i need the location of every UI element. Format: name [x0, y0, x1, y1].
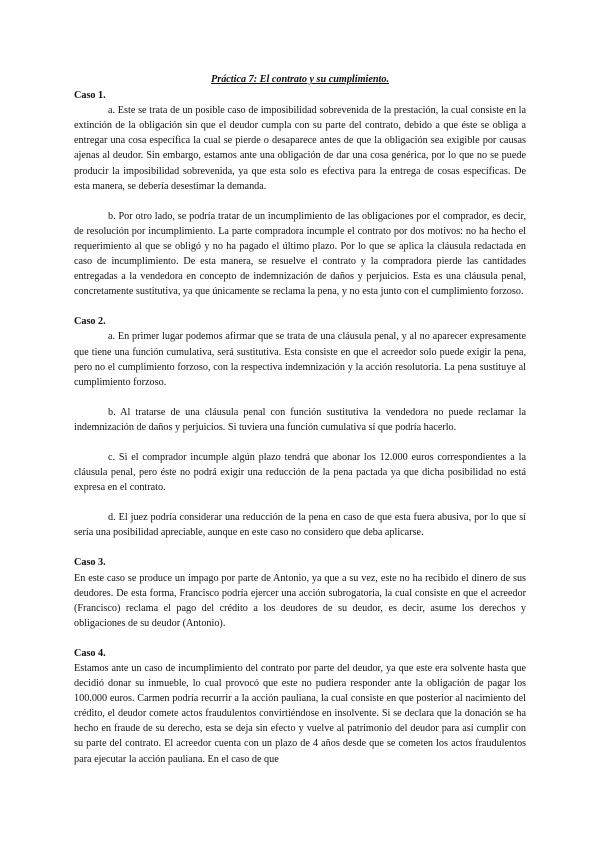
case-1-paragraph-a: a. Este se trata de un posible caso de imposibilidad sobrevenida de la prestación, la cual consiste en la extinción de la obligación sin que el deudor cumpla con su parte del contrato, debido a que éste se obliga a entregar una cosa específica la cual se pierde o desaparece antes de que la obligación sea exigible por causas ajenas al deudor. Sin embargo, estamos ante una obligación de dar una cosa genérica, por lo que no se puede producir la imposibilidad sobrevenida, ya que esta solo es efectiva para la entrega de cosas específicas. De esta manera, se debería desestimar la demanda. — [74, 105, 526, 192]
case-2-paragraph-a: a. En primer lugar podemos afirmar que se trata de una cláusula penal, y al no aparecer expresamente que tiene una función cumulativa, será sustitutiva. Esta consiste en que el acreedor solo puede exigir la pena, pero no el cumplimiento forzoso, con la respectiva indemnización y la acción resolutoria. La pena sustituye al cumplimiento forzoso. — [74, 331, 526, 388]
case-2-paragraph-c: c. Si el comprador incumple algún plazo tendrá que abonar los 12.000 euros correspondientes a la cláusula penal, pero éste no podrá exigir una reducción de la pena pactada ya que dicha posibilidad no está expresa en el contrato. — [74, 451, 526, 494]
paragraph-gap — [74, 194, 526, 209]
case-1-paragraph-b: b. Por otro lado, se podría tratar de un incumplimiento de las obligaciones por el comprador, es decir, de resolución por incumplimiento. La parte compradora incumple el contrato por dos motivos: no ha hecho el requerimiento al que se obligó y no ha pagado el último plazo. Por lo que se aplica la cláusula redactada en caso de incumplimiento. De esta manera, se resuelve el contrato y la compradora pierde las cantidades entregadas a la vendedora en concepto de indemnización de daños y perjuicios. Esta es una cláusula penal, concretamente sustitutiva, ya que únicamente se reclama la pena, y no esta junto con el cumplimiento forzoso. — [74, 210, 526, 298]
paragraph-gap — [74, 540, 526, 555]
case-4-heading: Caso 4. — [74, 647, 106, 659]
paragraph-gap — [74, 631, 526, 646]
case-3-heading: Caso 3. — [74, 557, 106, 569]
case-2-paragraph-b: b. Al tratarse de una cláusula penal con función sustitutiva la vendedora no puede reclamar la indemnización de daños y perjuicios. Si tuviera una función cumulativa sí que podría hacerlo. — [74, 406, 526, 433]
document-page — [74, 72, 526, 767]
paragraph-gap — [74, 435, 526, 450]
case-2-heading: Caso 2. — [74, 316, 106, 328]
paragraph-gap — [74, 495, 526, 510]
case-1-heading: Caso 1. — [74, 90, 106, 102]
case-3-paragraph: En este caso se produce un impago por parte de Antonio, ya que a su vez, este no ha recibido el dinero de sus deudores. De esta forma, Francisco podría ejercer una acción subrogatoria, la cual consiste en que el acreedor (Francisco) reclama el pago del crédito a los deudores de su deudor, es decir, asume los derechos y obligaciones de su deudor (Antonio). — [74, 572, 526, 629]
case-2-paragraph-d: d. El juez podría considerar una reducción de la pena en caso de que esta fuera abusiva, por lo que sí sería una posibilidad apreciable, aunque en este caso no considero que deba aplicarse. — [74, 512, 526, 539]
paragraph-gap — [74, 390, 526, 405]
paragraph-gap — [74, 299, 526, 314]
document-title: Práctica 7: El contrato y su cumplimiento. — [211, 74, 389, 85]
case-4-paragraph: Estamos ante un caso de incumplimiento del contrato por parte del deudor, ya que este era solvente hasta que decidió donar su inmueble, lo cual provocó que este no pudiera responder ante la obligación de pagar los 100.000 euros. Carmen podría recurrir a la acción pauliana, la cual consiste en que posterior al nacimiento del crédito, el deudor comete actos fraudulentos convirtiéndose en insolvente. Si se declara que la donación se ha hecho en fraude de su derecho, esta se deja sin efecto y vuelve al patrimonio del deudor para así cumplir con su parte del contrato. El acreedor cuenta con un plazo de 4 años desde que se cometen los actos fraudulentos para ejecutar la acción pauliana. En el caso de que — [74, 663, 526, 765]
